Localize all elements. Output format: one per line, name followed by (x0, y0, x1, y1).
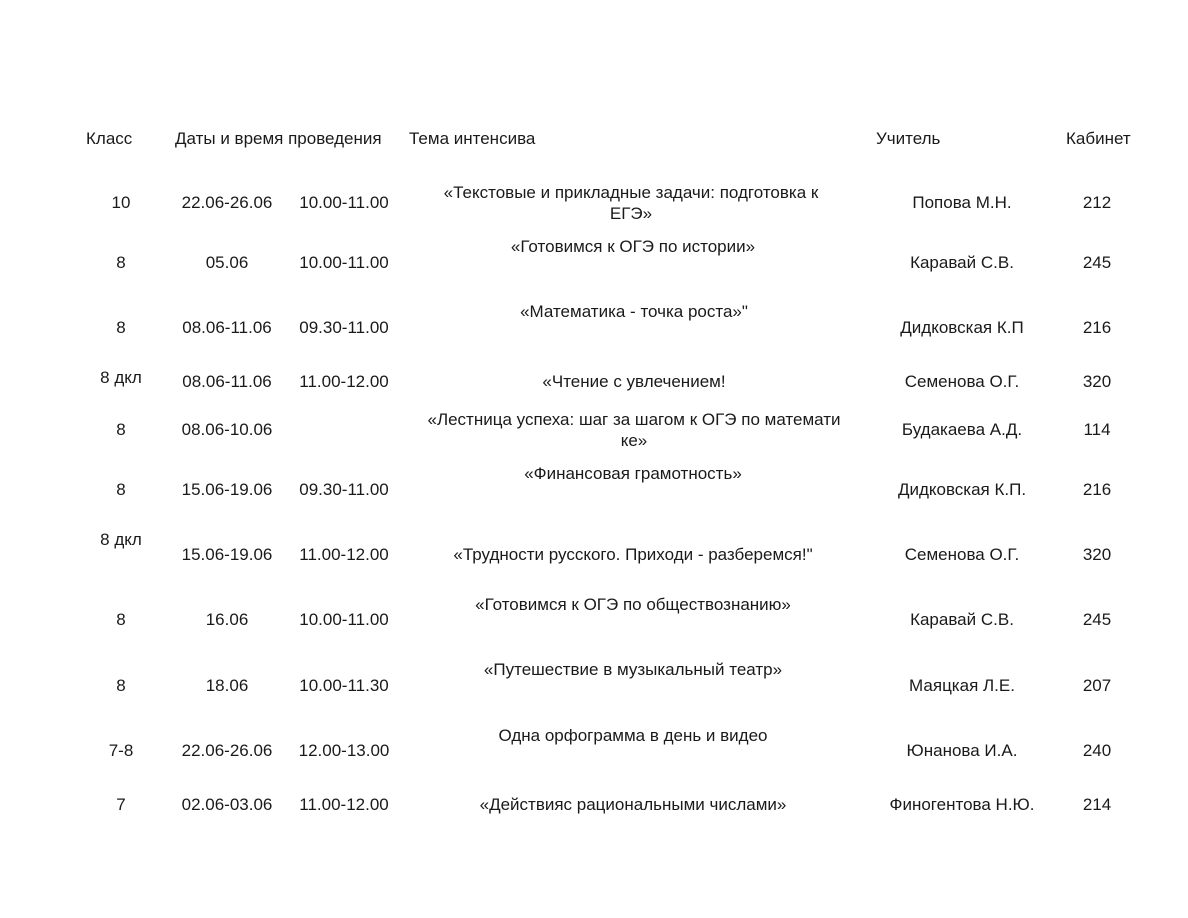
header-teacher: Учитель (876, 129, 941, 148)
row-theme: «Лестница успеха: шаг за шагом к ОГЭ по математи (427, 410, 841, 429)
row-time: 11.00-12.00 (299, 372, 389, 391)
row-theme: «Готовимся к ОГЭ по истории» (510, 237, 756, 256)
row-dates: 15.06-19.06 (181, 480, 273, 499)
row-dates: 22.06-26.06 (181, 741, 273, 760)
row-teacher: Семенова О.Г. (904, 545, 1020, 564)
row-theme-cont: ЕГЭ» (609, 204, 653, 223)
row-dates: 08.06-11.06 (182, 318, 272, 337)
header-room: Кабинет (1066, 129, 1131, 148)
row-theme: «Трудности русского. Приходи - разберемся!" (453, 545, 813, 564)
row-time: 10.00-11.30 (299, 676, 389, 695)
row-dates: 16.06 (205, 610, 249, 629)
row-klass: 7-8 (108, 741, 134, 760)
row-theme: «Финансовая грамотность» (524, 464, 742, 483)
header-klass: Класс (86, 129, 133, 148)
row-dates: 02.06-03.06 (181, 795, 273, 814)
row-dates: 18.06 (205, 676, 249, 695)
row-klass: 8 дкл (100, 368, 142, 387)
row-dates: 08.06-11.06 (182, 372, 272, 391)
row-room: 245 (1082, 610, 1112, 629)
row-teacher: Семенова О.Г. (904, 372, 1020, 391)
row-room: 245 (1082, 253, 1112, 272)
row-teacher: Дидковская К.П (900, 318, 1024, 337)
row-dates: 15.06-19.06 (181, 545, 273, 564)
row-time: 09.30-11.00 (299, 480, 389, 499)
row-theme: «Чтение с увлечением! (542, 372, 726, 391)
row-room: 320 (1082, 545, 1112, 564)
row-time: 11.00-12.00 (299, 545, 389, 564)
header-theme: Тема интенсива (409, 129, 536, 148)
row-teacher: Каравай С.В. (910, 610, 1014, 629)
row-theme: «Путешествие в музыкальный театр» (483, 660, 783, 679)
row-room: 212 (1082, 193, 1112, 212)
row-klass: 7 (116, 795, 126, 814)
row-klass: 8 (116, 610, 126, 629)
row-teacher: Финогентова Н.Ю. (889, 795, 1035, 814)
row-time: 10.00-11.00 (299, 253, 389, 272)
row-klass: 8 (116, 480, 126, 499)
row-teacher: Каравай С.В. (910, 253, 1014, 272)
row-klass: 8 (116, 676, 126, 695)
row-theme: «Математика - точка роста»" (520, 302, 748, 321)
row-theme: «Действияс рациональными числами» (479, 795, 787, 814)
row-klass: 10 (111, 193, 131, 212)
row-klass: 8 (116, 253, 126, 272)
row-teacher: Юнанова И.А. (906, 741, 1018, 760)
row-dates: 22.06-26.06 (181, 193, 273, 212)
row-time: 10.00-11.00 (299, 610, 389, 629)
row-dates: 08.06-10.06 (181, 420, 273, 439)
row-room: 240 (1082, 741, 1112, 760)
row-time: 12.00-13.00 (298, 741, 390, 760)
row-theme: Одна орфограмма в день и видео (498, 726, 768, 745)
row-time: 10.00-11.00 (299, 193, 389, 212)
row-room: 214 (1082, 795, 1112, 814)
header-dates: Даты и время проведения (175, 129, 382, 148)
row-room: 320 (1082, 372, 1112, 391)
row-room: 207 (1082, 676, 1112, 695)
row-klass: 8 (116, 420, 126, 439)
row-room: 216 (1082, 318, 1112, 337)
row-time: 11.00-12.00 (299, 795, 389, 814)
row-theme: «Готовимся к ОГЭ по обществознанию» (475, 595, 791, 614)
row-dates: 05.06 (205, 253, 249, 272)
row-theme: «Текстовые и прикладные задачи: подготовка к (443, 183, 819, 202)
row-teacher: Будакаева А.Д. (901, 420, 1023, 439)
row-room: 114 (1083, 420, 1111, 439)
row-klass: 8 (116, 318, 126, 337)
row-teacher: Маяцкая Л.Е. (909, 676, 1015, 695)
row-klass: 8 дкл (100, 530, 142, 549)
row-teacher: Попова М.Н. (912, 193, 1012, 212)
row-teacher: Дидковская К.П. (897, 480, 1027, 499)
row-time: 09.30-11.00 (299, 318, 389, 337)
row-room: 216 (1082, 480, 1112, 499)
row-theme-cont: ке» (620, 431, 648, 450)
